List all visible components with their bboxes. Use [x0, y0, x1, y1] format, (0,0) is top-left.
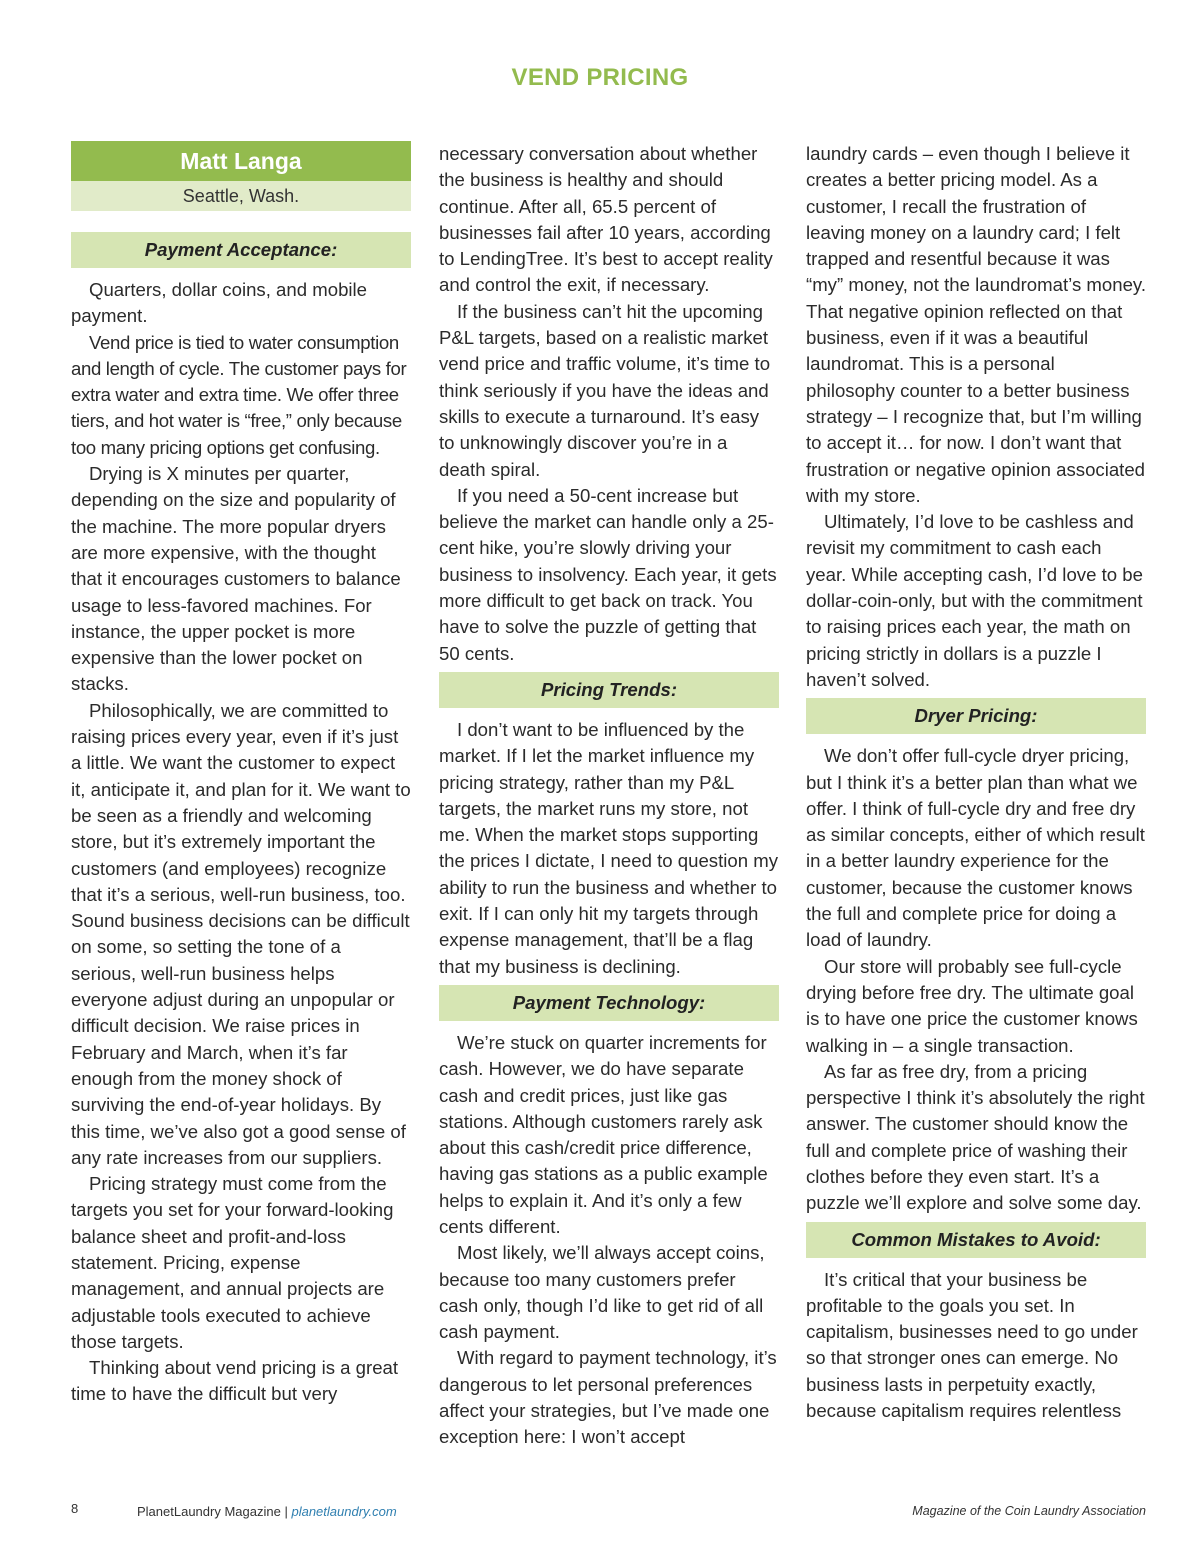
subhead-payment-technology: Payment Technology:	[439, 985, 779, 1021]
subhead-pricing-trends: Pricing Trends:	[439, 672, 779, 708]
paragraph: As far as free dry, from a pricing perspective I think it’s absolutely the right answer. The customer should know the full and complete price of washing their clothes before they even start. It’s a puzzle we’ll explore and solve some day.	[806, 1060, 1145, 1214]
paragraph: Philosophically, we are committed to raising prices every year, even if it’s just a little. We want the customer to expect it, anticipate it, and plan for it. We want to be seen as a friendly and welcoming store, but it’s extremely important the customers (and employees) recognize that it’s a serious, well-run business, too. Sound business decisions can be difficult on some, so setting the tone of a serious, well-run business helps everyone adjust during an unpopular or difficult decision. We raise prices in February and March, when it’s far enough from the money shock of surviving the end-of-year holidays. By this time, we’ve also got a good sense of any rate increases from our suppliers.	[71, 699, 411, 1168]
paragraph: If the business can’t hit the upcoming P&L targets, based on a realistic market vend price and traffic volume, it’s time to think seriously if you have the ideas and skills to execute a turnaround. It’s easy to unknowingly discover you’re in a death spiral.	[439, 300, 771, 480]
section-title: VEND PRICING	[511, 64, 689, 91]
footer-separator: |	[284, 1504, 288, 1519]
magazine-url-link[interactable]: planetlaundry.com	[291, 1504, 397, 1519]
column-3	[806, 141, 1146, 1424]
paragraph: We don’t offer full-cycle dryer pricing, but I think it’s a better plan than what we offer. I think of full-cycle dry and free dry as similar concepts, either of which result in a better laundry experience for the customer, because the customer knows the full and complete price for doing a load of laundry.	[806, 745, 1145, 951]
subhead-common-mistakes: Common Mistakes to Avoid:	[806, 1222, 1146, 1258]
subhead-payment-acceptance: Payment Acceptance:	[71, 232, 411, 268]
page-number: 8	[71, 1501, 79, 1516]
magazine-name: PlanetLaundry Magazine	[137, 1504, 281, 1519]
paragraph: With regard to payment technology, it’s dangerous to let personal preferences affect your strategies, but I’ve made one exception here: I won’t accept	[439, 1347, 777, 1448]
paragraph: If you need a 50-cent increase but believe the market can handle only a 25-cent hike, you’re slowly driving your business to insolvency. Each year, it gets more difficult to get back on track. You have to solve the puzzle of getting that 50 cents.	[439, 484, 777, 664]
paragraph: I don’t want to be influenced by the market. If I let the market influence my pricing strategy, rather than my P&L targets, the market runs my store, not me. When the market stops supporting the prices I dictate, I need to question my ability to run the business and whether to exit. If I can only hit my targets through expense management, that’ll be a flag that my business is declining.	[439, 718, 779, 977]
paragraph: Ultimately, I’d love to be cashless and revisit my commitment to cash each year. While accepting cash, I’d love to be dollar-coin-only, but with the commitment to raising prices each year, the math on pricing strictly in dollars is a puzzle I haven’t solved.	[806, 511, 1143, 690]
paragraph: Vend price is tied to water consumption and length of cycle. The customer pays for extra water and extra time. We offer three tiers, and hot water is “free,” only because too many pricing options get confusing.	[71, 331, 407, 458]
paragraph: It’s critical that your business be profitable to the goals you set. In capitalism, businesses need to go under so that stronger ones can emerge. No business lasts in perpetuity exactly, because capitalism requires relentless	[806, 1268, 1138, 1422]
paragraph: Most likely, we’ll always accept coins, because too many customers prefer cash only, though I’d like to get rid of all cash payment.	[439, 1242, 765, 1343]
paragraph: Our store will probably see full-cycle drying before free dry. The ultimate goal is to have one price the customer knows walking in – a single transaction.	[806, 955, 1138, 1056]
profile-name: Matt Langa	[71, 141, 411, 181]
subhead-dryer-pricing: Dryer Pricing:	[806, 698, 1146, 734]
paragraph: Pricing strategy must come from the targets you set for your forward-looking balance sheet and profit-and-loss statement. Pricing, expense management, and annual projects are adjustable tools executed to achieve those targets.	[71, 1173, 394, 1352]
paragraph: necessary conversation about whether the business is healthy and should continue. After all, 65.5 percent of businesses fail after 10 years, according to LendingTree. It’s best to accept reality and control the exit, if necessary.	[439, 143, 773, 296]
paragraph: We’re stuck on quarter increments for cash. However, we do have separate cash and credit prices, just like gas stations. Although customers rarely ask about this cash/credit price difference, having gas stations as a public example helps to explain it. And it’s only a few cents different.	[439, 1031, 768, 1237]
paragraph: Drying is X minutes per quarter, depending on the size and popularity of the machine. The more popular dryers are more expensive, with the thought that it encourages customers to balance usage to less-favored machines. For instance, the upper pocket is more expensive than the lower pocket on stacks.	[71, 463, 401, 695]
paragraph: Quarters, dollar coins, and mobile payment.	[71, 279, 368, 327]
footer-association: Magazine of the Coin Laundry Association	[912, 1504, 1146, 1518]
column-1	[71, 141, 411, 1408]
footer-magazine	[137, 1504, 397, 1519]
column-2	[439, 141, 779, 1451]
paragraph: Thinking about vend pricing is a great time to have the difficult but very	[71, 1357, 399, 1405]
paragraph: laundry cards – even though I believe it creates a better pricing model. As a customer, I recall the frustration of leaving money on a laundry card; I felt trapped and resentful because it was “my” money, not the laundromat’s money. That negative opinion reflected on that business, even if it was a beautiful laundromat. This is a personal philosophy counter to a better business strategy – I recognize that, but I’m willing to accept it… for now. I don’t want that frustration or negative opinion associated with my store.	[806, 143, 1146, 506]
profile-location: Seattle, Wash.	[71, 181, 411, 211]
